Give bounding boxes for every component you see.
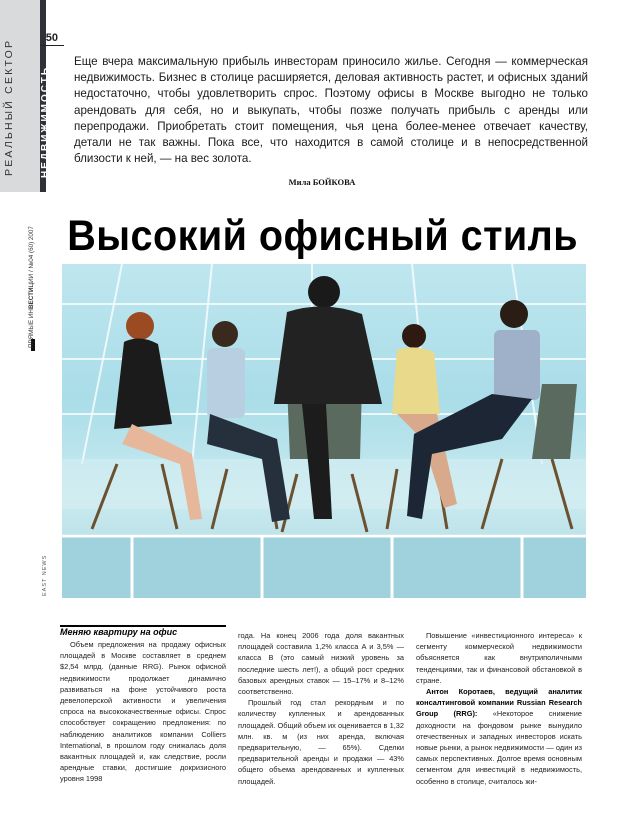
article-subhead: Меняю квартиру на офис	[60, 627, 178, 637]
office-meeting-illustration	[62, 264, 586, 598]
article-column-1	[60, 626, 226, 785]
article-column-2	[238, 630, 404, 787]
magazine-prefix: ПРЯМЫЕ ИН	[28, 309, 35, 348]
column-3-paragraph-1: Повышение «инвестиционного интереса» к сегменту коммерческой недвижимости объясняется как внутриполичными тенденциями, так и финансовой обстановкой в стране.	[416, 631, 582, 685]
magazine-suffix: ЦИИ / №04 (60) 2007	[28, 226, 35, 288]
article-author: Мила БОЙКОВА	[288, 177, 356, 187]
column-2-paragraph-2: Прошлый год стал рекордным и по количеству купленных и арендованных площадей. Общий объем их оценивается в 1,32 млн. кв. м (из них аренда, включая предварительную, — 65%). Сделки предварительной аренды и продажи — 43% общего объема арендованных и купленных площадей.	[238, 698, 404, 786]
article-column-3	[416, 630, 582, 787]
column-3-paragraph-2	[416, 686, 582, 787]
magazine-bold: ВЕСТИ	[28, 287, 35, 310]
page-number: 50	[45, 32, 58, 44]
photo-credit: EAST NEWS	[42, 554, 48, 596]
subsection-label: НЕДВИЖИМОСТЬ	[40, 65, 51, 178]
column-2-paragraph-1: года. На конец 2006 года доля вакантных площадей составила 1,2% класса A и 3,5% — класса B (это самый низкий уровень за последние шесть лет!), а общий рост средних базовых арендных ставок — 15–17% и 8–12% соответственно.	[238, 631, 404, 697]
article-headline: Высокий офисный стиль	[67, 212, 579, 260]
quote-text: «Некоторое снижение доходности на фондовом рынке вынудило отечественных и западных инвесторов искать новые рынки, а рынок недвижимости — один из самых перспективных. Долгое время основным сегментом для инвестиций в недвижимость, особенно в столице, считалось жи-	[416, 709, 583, 786]
column-1-paragraph: Объем предложения на продажу офисных площадей в Москве составляет в среднем $2,54 млрд. (данные RRG). Рынок офисной недвижимости продолжает динамично развиваться на фоне устойчивого роста девелоперской активности и увеличения спроса на высококачественные офисы. Спрос способствует сокращению предложения: по наблюдению аналитиков компании Colliers International, в прошлом году снижалась доля вакантных площадей и, как следствие, росли арендные ставки, достигшие докризисного уровня 1998	[60, 640, 226, 784]
section-label: РЕАЛЬНЫЙ СЕКТОР	[3, 38, 15, 176]
article-photo	[62, 264, 586, 598]
article-lead: Еще вчера максимальную прибыль инвесторам приносило жилье. Сегодня — коммерческая недвижимость. Бизнес в столице расширяется, деловая активность растет, и офисных зданий недостаточно, чтобы удовлетворить спрос. Поэтому офисы в Москве выгодно не только арендовать для себя, но и выкупать, чтобы позже получать прибыль с аренды или перепродажи. Приобретать стоит помещения, чья цена более-менее отвечает качеству, детали не так важны. Пока все, что находится в самой столице и в непосредственной близости к ней, — на вес золота.	[74, 55, 588, 166]
quote-attribution: Антон Коротаев, ведущий аналитик консалтинговой компании Russian Research Group (RRG):	[416, 687, 582, 719]
